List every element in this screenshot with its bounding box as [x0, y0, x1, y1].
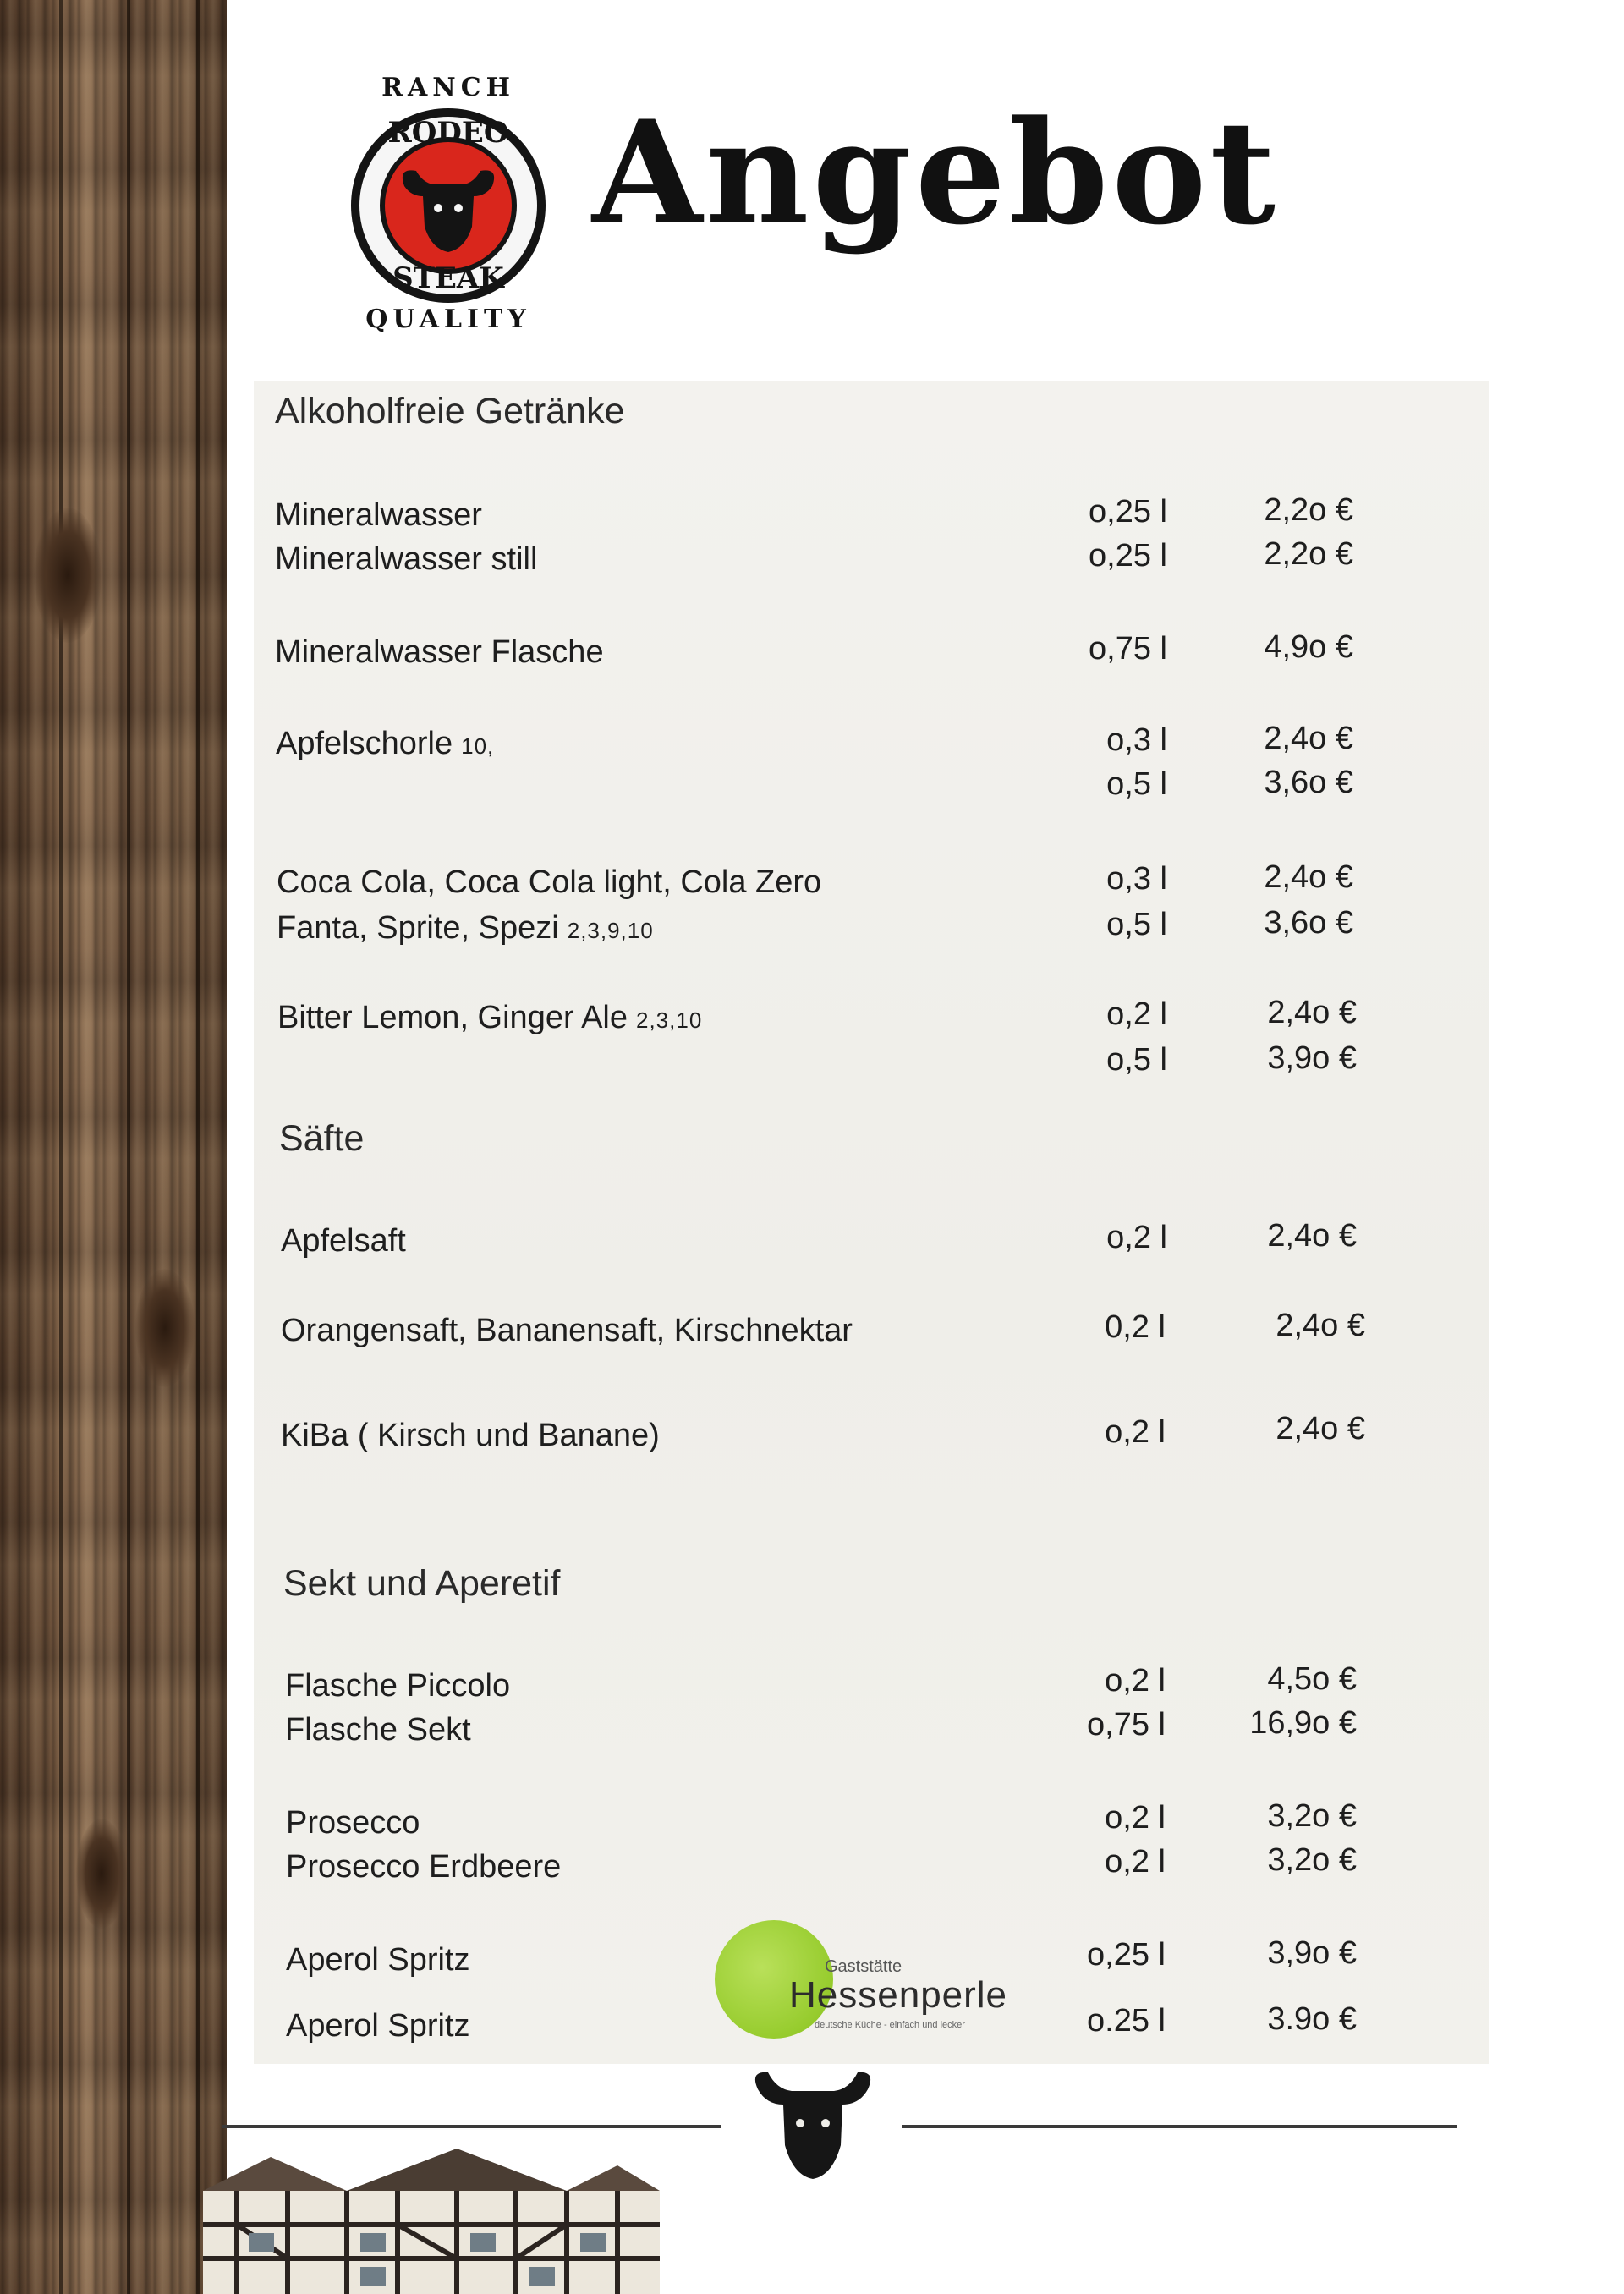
menu-item-volume: o.25 l [1087, 2003, 1166, 2039]
menu-item-volume: o,2 l [1106, 1220, 1167, 1255]
menu-item-volume: 0,2 l [1105, 1309, 1166, 1345]
menu-item-volume: o,2 l [1106, 996, 1167, 1032]
menu-item-volume: o,3 l [1106, 861, 1167, 897]
menu-item-volume: o,2 l [1105, 1414, 1166, 1450]
wood-knot [34, 508, 102, 643]
logo-small-text: Gaststätte [825, 1957, 903, 1976]
menu-item-volume: o,25 l [1089, 494, 1167, 530]
allergen-note: 2,3,10 [636, 1007, 703, 1033]
menu-item-name: Apfelschorle 10, [276, 726, 495, 761]
menu-item-name: Mineralwasser [275, 497, 482, 533]
menu-item-price: 3.9o € [1267, 2001, 1357, 2037]
menu-item-price: 2,4o € [1264, 859, 1353, 895]
bull-badge-icon [338, 108, 558, 303]
menu-item-price: 3,6o € [1264, 905, 1353, 941]
section-title-alkoholfrei: Alkoholfreie Getränke [275, 391, 625, 431]
menu-item-price: 2,2o € [1264, 492, 1353, 528]
wood-seam [196, 0, 200, 2294]
section-title-saefte: Säfte [279, 1118, 365, 1159]
menu-item-price: 3,6o € [1264, 765, 1353, 800]
footer-rule-right [902, 2125, 1457, 2128]
logo-tagline: deutsche Küche - einfach und lecker [815, 2020, 965, 2030]
wood-panel [0, 0, 227, 2294]
page-title: Angebot [592, 89, 1279, 256]
menu-item-name: Mineralwasser Flasche [275, 634, 604, 670]
menu-item-name: Aperol Spritz [286, 2008, 470, 2044]
menu-item-volume: o,2 l [1105, 1800, 1166, 1836]
menu-item-name: Mineralwasser still [275, 541, 538, 577]
menu-item-name: Apfelsaft [281, 1223, 406, 1259]
menu-item-name: Coca Cola, Coca Cola light, Cola Zero [277, 864, 822, 900]
menu-item-name: KiBa ( Kirsch und Banane) [281, 1418, 660, 1453]
section-title-sekt: Sekt und Aperetif [283, 1563, 561, 1604]
half-timbered-houses-image [203, 2149, 660, 2294]
allergen-note: 10, [461, 733, 495, 759]
menu-item-price: 3,9o € [1267, 1040, 1357, 1076]
wood-knot [76, 1819, 127, 1929]
menu-item-name: Fanta, Sprite, Spezi 2,3,9,10 [277, 910, 654, 946]
menu-item-name: Prosecco [286, 1805, 420, 1841]
bull-head-icon [749, 2064, 876, 2182]
menu-item-price: 4,9o € [1264, 629, 1353, 665]
hessenperle-logo [715, 1920, 1008, 2047]
menu-item-volume: o,2 l [1105, 1844, 1166, 1880]
menu-item-price: 16,9o € [1249, 1705, 1357, 1741]
menu-item-volume: o,3 l [1106, 722, 1167, 758]
menu-item-volume: o,75 l [1087, 1707, 1166, 1742]
menu-item-volume: o,2 l [1105, 1663, 1166, 1699]
menu-item-name: Aperol Spritz [286, 1942, 470, 1978]
logo-name: Hessenperle [789, 1974, 1008, 2016]
menu-item-price: 3,2o € [1267, 1842, 1357, 1878]
brand-bottom-text: QUALITY [365, 305, 531, 334]
menu-item-price: 3,9o € [1267, 1935, 1357, 1971]
menu-item-price: 2,4o € [1264, 721, 1353, 756]
menu-item-volume: o,75 l [1089, 631, 1167, 667]
menu-item-volume: o,25 l [1087, 1937, 1166, 1973]
menu-item-name: Flasche Sekt [285, 1712, 471, 1748]
menu-item-volume: o,5 l [1106, 766, 1167, 802]
wood-seam [127, 0, 130, 2294]
allergen-note: 2,3,9,10 [567, 918, 654, 943]
menu-item-name: Orangensaft, Bananensaft, Kirschnektar [281, 1313, 853, 1348]
menu-item-price: 3,2o € [1267, 1798, 1357, 1834]
brand-top-text: RANCH [381, 73, 515, 102]
menu-item-name: Prosecco Erdbeere [286, 1849, 562, 1885]
footer-rule-left [222, 2125, 721, 2128]
menu-item-volume: o,5 l [1106, 1042, 1167, 1078]
menu-item-price: 2,4o € [1267, 995, 1357, 1030]
rodeo-steak-logo [330, 66, 567, 345]
menu-item-price: 4,5o € [1267, 1661, 1357, 1697]
menu-item-price: 2,4o € [1276, 1411, 1365, 1446]
wood-seam [59, 0, 63, 2294]
menu-item-volume: o,25 l [1089, 538, 1167, 574]
svg-text:RODEO: RODEO [387, 116, 509, 150]
svg-text:STEAK: STEAK [392, 261, 504, 295]
menu-item-price: 2,2o € [1264, 536, 1353, 572]
menu-item-name: Flasche Piccolo [285, 1668, 511, 1704]
menu-item-price: 2,4o € [1276, 1308, 1365, 1343]
menu-item-name: Bitter Lemon, Ginger Ale 2,3,10 [277, 1000, 703, 1035]
menu-item-volume: o,5 l [1106, 907, 1167, 942]
menu-item-price: 2,4o € [1267, 1218, 1357, 1254]
wood-knot [135, 1269, 195, 1387]
